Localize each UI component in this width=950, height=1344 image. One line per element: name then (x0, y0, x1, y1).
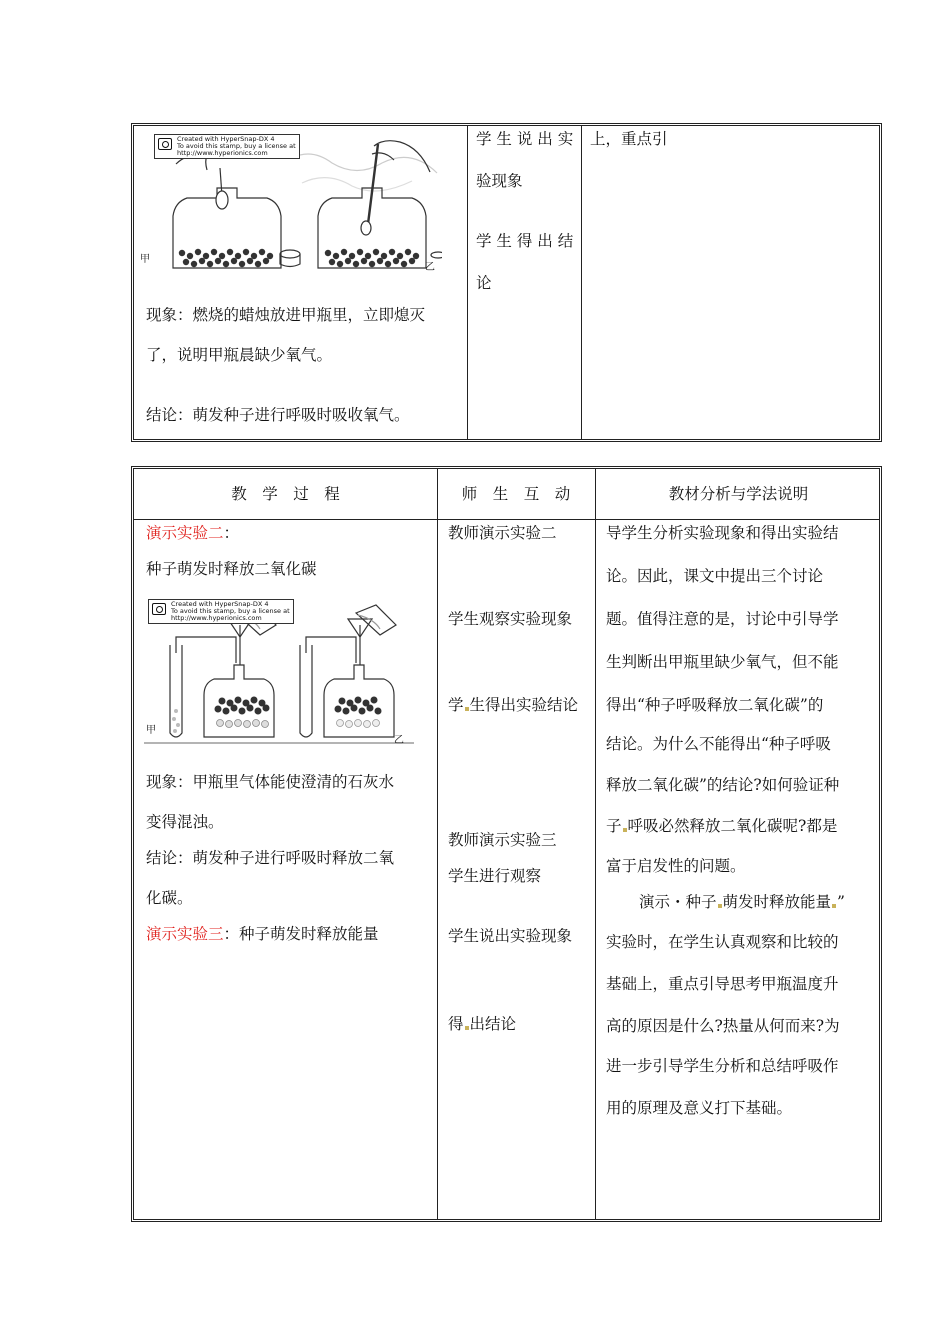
interaction-text: 学 生 得 出 结 (476, 232, 574, 250)
interaction-text: 学生观察实验现象 (448, 610, 573, 628)
table-continuation (131, 123, 882, 442)
header-divider (134, 519, 879, 520)
hypersnap-watermark (154, 134, 300, 159)
header-teaching-process: 教 学 过 程 (231, 485, 340, 503)
watermark-line: Created with HyperSnap-DX 4 (171, 600, 269, 608)
analysis-text: 进一步引导学生分析和总结呼吸作 (606, 1057, 839, 1075)
candle-experiment-figure (142, 128, 442, 278)
camera-icon (158, 138, 172, 150)
figure-label-yi: 乙 (394, 735, 404, 746)
demo-3-text: ：种子萌发时释放能量 (223, 925, 379, 943)
interaction-text: 学 生 说 出 实 (476, 130, 574, 148)
watermark-line: To avoid this stamp, buy a license at (171, 607, 290, 615)
watermark-line: To avoid this stamp, buy a license at (177, 142, 296, 150)
analysis-text (639, 895, 845, 911)
interaction-text: 学生进行观察 (448, 867, 542, 885)
analysis-text: 用的原理及意义打下基础。 (606, 1099, 793, 1117)
phenomenon-text: 现象：甲瓶里气体能使澄清的石灰水 (146, 773, 395, 791)
conclusion-text: 化碳。 (146, 889, 193, 907)
watermark-line: http://www.hyperionics.com (171, 614, 262, 622)
analysis-text: 富于启发性的问题。 (606, 857, 746, 875)
interaction-text: 学生说出实验现象 (448, 927, 573, 945)
interaction-text-part: 出结论 (469, 1015, 517, 1033)
interaction-text-part: 学 (448, 696, 464, 714)
conclusion-text: 结论：萌发种子进行呼吸时释放二氧 (146, 849, 395, 867)
analysis-text: 实验时，在学生认真观察和比较的 (606, 933, 839, 951)
analysis-text: 上，重点引 (590, 130, 668, 148)
analysis-text: 论。因此，课文中提出三个讨论 (606, 567, 824, 585)
marker-dot (465, 1026, 469, 1030)
column-divider (467, 126, 468, 439)
header-interaction: 师 生 互 动 (461, 485, 571, 503)
phenomenon-text: 现象：燃烧的蜡烛放进甲瓶里，立即熄灭 (146, 306, 426, 324)
demo-2-label: 演示实验二 (146, 524, 224, 542)
analysis-text: 题。值得注意的是，讨论中引导学 (606, 610, 839, 628)
column-divider (581, 126, 582, 439)
marker-dot (718, 904, 722, 908)
demo-2-title: 种子萌发时释放二氧化碳 (146, 560, 317, 578)
analysis-text-part: 萌发时释放能量 (722, 893, 832, 911)
analysis-text-part: 演示・种子 (639, 893, 717, 911)
demo-3-label: 演示实验三 (146, 925, 224, 943)
figure-label-jia: 甲 (140, 254, 150, 265)
phenomenon-text: 变得混浊。 (146, 813, 224, 831)
figure-label-yi: 乙 (425, 262, 435, 273)
figure-label-jia: 甲 (146, 725, 156, 736)
analysis-text: 释放二氧化碳”的结论?如何验证种 (606, 776, 840, 794)
analysis-text-part: 呼吸必然释放二氧化碳呢?都是 (627, 817, 838, 835)
lesson-table (131, 466, 882, 1222)
analysis-text (606, 819, 837, 835)
analysis-text: 生判断出甲瓶里缺少氧气，但不能 (606, 653, 839, 671)
interaction-text (448, 1017, 516, 1033)
interaction-text: 教师演示实验三 (448, 831, 557, 849)
demo-2-heading (146, 526, 239, 542)
camera-icon (152, 603, 166, 615)
demo-2-colon: ： (223, 524, 240, 542)
interaction-text-part: 生得出实验结论 (469, 696, 579, 714)
header-analysis: 教材分析与学法说明 (668, 485, 809, 503)
interaction-text: 论 (476, 274, 492, 292)
marker-dot (832, 904, 836, 908)
conclusion-text: 结论：萌发种子进行呼吸时吸收氧气。 (146, 406, 410, 424)
interaction-text-part: 得 (448, 1015, 464, 1033)
demo-3-heading (146, 927, 379, 943)
analysis-text: 高的原因是什么?热量从何而来?为 (606, 1017, 840, 1035)
interaction-text: 验现象 (476, 172, 523, 190)
analysis-text: 结论。为什么不能得出“种子呼吸 (606, 735, 831, 753)
interaction-text: 教师演示实验二 (448, 524, 557, 542)
marker-dot (465, 707, 469, 711)
co2-experiment-figure (144, 593, 414, 747)
watermark-line: Created with HyperSnap-DX 4 (177, 135, 275, 143)
analysis-text-part: 子 (606, 817, 622, 835)
column-divider (595, 469, 596, 1219)
phenomenon-text: 了，说明甲瓶晨缺少氧气。 (146, 346, 333, 364)
watermark-line: http://www.hyperionics.com (177, 149, 268, 157)
interaction-text (448, 698, 578, 714)
analysis-text-part: ” (837, 893, 845, 911)
analysis-text: 基础上，重点引导思考甲瓶温度升 (606, 975, 839, 993)
analysis-text: 得出“种子呼吸释放二氧化碳”的 (606, 696, 824, 714)
analysis-text: 导学生分析实验现象和得出实验结 (606, 524, 839, 542)
marker-dot (623, 828, 627, 832)
column-divider (437, 469, 438, 1219)
hypersnap-watermark (148, 599, 294, 624)
